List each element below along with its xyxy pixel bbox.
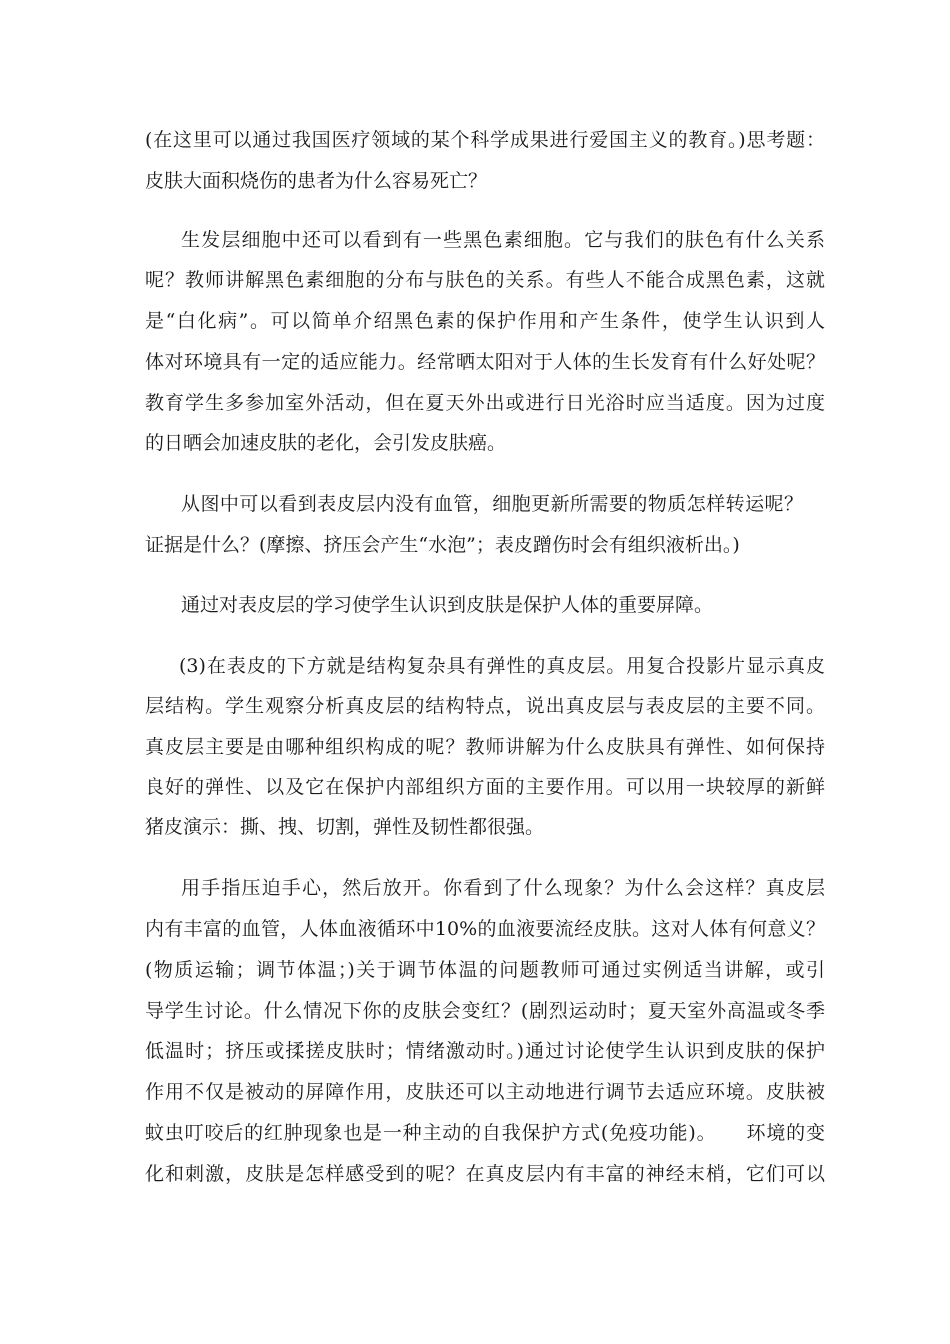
paragraph-2-line-1: 生发层细胞中还可以看到有一些黑色素细胞。它与我们的肤色有什么关系 [181, 229, 825, 251]
paragraph-6-line-8: 化和刺激，皮肤是怎样感受到的呢？在真皮层内有丰富的神经末梢，它们可以 [145, 1163, 825, 1185]
paragraph-6-line-5: 低温时；挤压或揉搓皮肤时；情绪激动时。)通过讨论使学生认识到皮肤的保护 [145, 1040, 825, 1062]
paragraph-6-line-1: 用手指压迫手心，然后放开。你看到了什么现象？为什么会这样？真皮层 [181, 877, 825, 899]
paragraph-5-line-2: 层结构。学生观察分析真皮层的结构特点，说出真皮层与表皮层的主要不同。 [145, 695, 825, 717]
paragraph-2-line-3: 是“白化病”。可以简单介绍黑色素的保护作用和产生条件，使学生认识到人 [145, 310, 825, 332]
paragraph-5-line-1: (3)在表皮的下方就是结构复杂具有弹性的真皮层。用复合投影片显示真皮 [179, 655, 825, 677]
paragraph-4-line-1: 通过对表皮层的学习使学生认识到皮肤是保护人体的重要屏障。 [181, 594, 714, 616]
paragraph-2-line-5: 教育学生多参加室外活动，但在夏天外出或进行日光浴时应当适度。因为过度 [145, 392, 825, 414]
paragraph-6-line-6: 作用不仅是被动的屏障作用，皮肤还可以主动地进行调节去适应环境。皮肤被 [145, 1081, 825, 1103]
paragraph-5-line-3: 真皮层主要是由哪种组织构成的呢？教师讲解为什么皮肤具有弹性、如何保持 [145, 736, 825, 758]
paragraph-1-line-2: 皮肤大面积烧伤的患者为什么容易死亡？ [145, 170, 488, 192]
paragraph-6-line-3: (物质运输；调节体温；)关于调节体温的问题教师可通过实例适当讲解，或引 [145, 959, 825, 981]
paragraph-6-line-4: 导学生讨论。什么情况下你的皮肤会变红？(剧烈运动时；夏天室外高温或冬季 [145, 1000, 825, 1022]
paragraph-5-line-5: 猪皮演示：撕、拽、切割，弹性及韧性都很强。 [145, 816, 545, 838]
paragraph-3-line-2: 证据是什么？(摩擦、挤压会产生“水泡”；表皮蹭伤时会有组织液析出。) [145, 534, 740, 556]
paragraph-1-line-1: (在这里可以通过我国医疗领域的某个科学成果进行爱国主义的教育。)思考题： [145, 129, 825, 151]
paragraph-6-line-7: 蚊虫叮咬后的红肿现象也是一种主动的自我保护方式(免疫功能)。 环境的变 [145, 1122, 825, 1144]
paragraph-6-line-2: 内有丰富的血管，人体血液循环中10%的血液要流经皮肤。这对人体有何意义？ [145, 918, 825, 940]
paragraph-2-line-4: 体对环境具有一定的适应能力。经常晒太阳对于人体的生长发育有什么好处呢？ [145, 351, 825, 373]
paragraph-5-line-4: 良好的弹性、以及它在保护内部组织方面的主要作用。可以用一块较厚的新鲜 [145, 776, 825, 798]
paragraph-2-line-2: 呢？教师讲解黑色素细胞的分布与肤色的关系。有些人不能合成黑色素，这就 [145, 269, 825, 291]
paragraph-2-line-6: 的日晒会加速皮肤的老化，会引发皮肤癌。 [145, 432, 507, 454]
paragraph-3-line-1: 从图中可以看到表皮层内没有血管，细胞更新所需要的物质怎样转运呢？ [181, 493, 803, 515]
